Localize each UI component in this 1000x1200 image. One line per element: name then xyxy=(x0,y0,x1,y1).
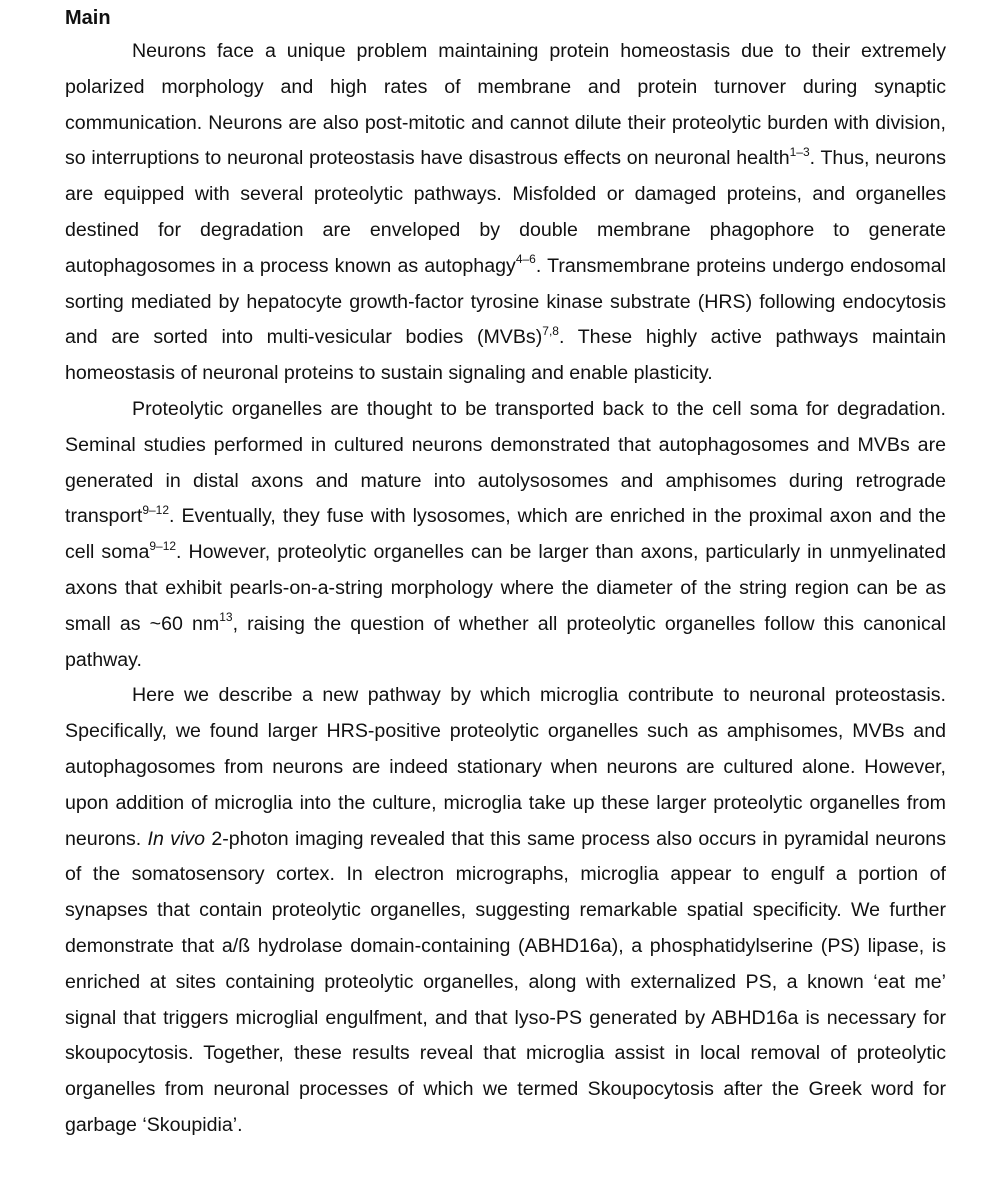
paragraph xyxy=(65,678,946,1143)
text-run: . Eventually, they fuse with lysosomes, which are enriched in the proximal axon and the cell soma xyxy=(65,505,946,564)
citation-superscript: 9–12 xyxy=(149,538,177,553)
paragraph xyxy=(65,392,946,678)
citation-superscript: 9–12 xyxy=(142,502,170,517)
text-run: . However, proteolytic organelles can be larger than axons, particularly in unmyelinated axons that exhibit pearls-on-a-string morphology where the diameter of the string region can be as small as ~60 nm xyxy=(65,541,946,635)
text-run: Here we describe a new pathway by which microglia contribute to neuronal proteostasis. Specifically, we found larger HRS-positive proteolytic organelles such as amphisomes, MVBs and autophagosomes from neurons are indeed stationary when neurons are cultured alone. However, upon addition of microglia into the culture, microglia take up these larger proteolytic organelles from neurons. xyxy=(65,684,946,850)
text-run: Proteolytic organelles are thought to be transported back to the cell soma for degradation. Seminal studies performed in cultured neurons demonstrated that autophagosomes and MVBs are generated in distal axons and mature into autolysosomes and amphisomes during retrograde transport xyxy=(65,397,946,528)
citation-superscript: 4–6 xyxy=(515,252,536,267)
text-run: 2-photon imaging revealed that this same process also occurs in pyramidal neurons of the somatosensory cortex. In electron micrographs, microglia appear to engulf a portion of synapses that contain proteolytic organelles, suggesting remarkable spatial specificity. We further demonstrate that a/ß hydrolase domain-containing (ABHD16a), a phosphatidylserine (PS) lipase, is enriched at sites containing proteolytic organelles, along with externalized PS, a known ‘eat me’ signal that triggers microglial engulfment, and that lyso-PS generated by ABHD16a is necessary for skoupocytosis. Together, these results reveal that microglia assist in local removal of proteolytic organelles from neuronal processes of which we termed Skoupocytosis after the Greek word for garbage ‘Skoupidia’. xyxy=(65,827,946,1136)
text-run: , raising the question of whether all proteolytic organelles follow this canonical pathway. xyxy=(65,612,946,671)
text-run: . Transmembrane proteins undergo endosomal sorting mediated by hepatocyte growth-factor tyrosine kinase substrate (HRS) following endocytosis and are sorted into multi-vesicular bodies (MVBs) xyxy=(65,254,946,349)
text-run: Neurons face a unique problem maintaining protein homeostasis due to their extremely polarized morphology and high rates of membrane and protein turnover during synaptic communication. Neurons are also post-mitotic and cannot dilute their proteolytic burden with division, so interruptions to neuronal proteostasis have disastrous effects on neuronal health xyxy=(65,40,946,170)
paper-page xyxy=(65,4,946,1144)
citation-superscript: 7,8 xyxy=(542,323,559,338)
section-heading: Main xyxy=(65,7,111,29)
body-text xyxy=(65,34,946,1144)
italic-text: In vivo xyxy=(147,827,206,850)
text-run: . These highly active pathways maintain homeostasis of neuronal proteins to sustain signaling and enable plasticity. xyxy=(65,326,946,385)
paragraph xyxy=(65,34,946,392)
citation-superscript: 1–3 xyxy=(789,144,810,159)
text-run: . Thus, neurons are equipped with several proteolytic pathways. Misfolded or damaged proteins, and organelles destined for degradation are enveloped by double membrane phagophore to generate autophagosomes in a process known as autophagy xyxy=(65,147,946,277)
citation-superscript: 13 xyxy=(219,610,233,625)
